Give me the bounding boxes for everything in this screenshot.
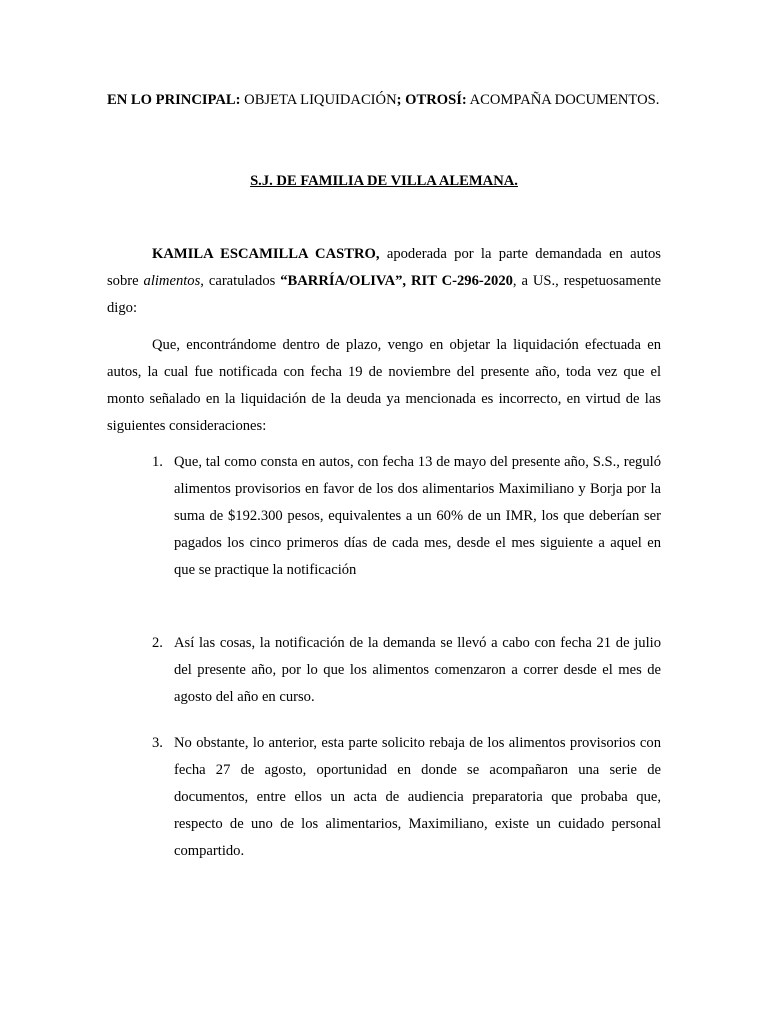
list-item-number: 2. <box>152 635 163 651</box>
otrosi-label: OTROSÍ: <box>401 92 467 108</box>
body-paragraph: Que, encontrándome dentro de plazo, vengo en objetar la liquidación efectuada en autos, la cual fue notificada con fecha 19 de noviembre del presente año, toda vez que el monto señalado en la liquidación de la deuda ya mencionada es incorrecto, en virtud de las siguientes consideraciones: <box>107 337 661 434</box>
heading-separator: ; <box>396 92 402 108</box>
considerations-list <box>107 449 661 865</box>
list-item <box>107 449 661 611</box>
attorney-name: KAMILA ESCAMILLA CASTRO, <box>152 246 380 262</box>
document-heading <box>107 87 661 114</box>
case-title: “BARRÍA/OLIVA”, RIT C-296-2020 <box>280 273 513 289</box>
intro-text-1: apoderada por la parte demandada en autos sobre <box>107 246 661 289</box>
list-item <box>107 730 661 865</box>
intro-paragraph <box>107 241 661 322</box>
list-item-text: No obstante, lo anterior, esta parte solicito rebaja de los alimentos provisorios con fecha 27 de agosto, oportunidad en donde se acompañaron una serie de documentos, entre ellos un acta de audiencia preparatoria que probaba que, respecto de uno de los alimentarios, Maximiliano, existe un cuidado personal compartido. <box>174 735 661 859</box>
otrosi-text: ACOMPAÑA DOCUMENTOS. <box>466 92 660 108</box>
principal-label: EN LO PRINCIPAL: <box>107 92 241 108</box>
court-name: S.J. DE FAMILIA DE VILLA ALEMANA. <box>250 173 518 189</box>
case-matter: alimentos <box>143 273 201 289</box>
document-page <box>107 87 661 865</box>
intro-text-3: , a US., respetuosamente digo: <box>107 273 661 316</box>
intro-text-2: , caratulados <box>200 273 281 289</box>
list-item-number: 1. <box>152 454 163 470</box>
list-item-text: Que, tal como consta en autos, con fecha 13 de mayo del presente año, S.S., reguló alimentos provisorios en favor de los dos alimentarios Maximiliano y Borja por la suma de $192.300 pesos, equivalentes a un 60% de un IMR, los que deberían ser pagados los cinco primeros días de cada mes, desde el mes siguiente a aquel en que se practique la notificación <box>174 454 661 578</box>
list-item <box>107 630 661 711</box>
principal-text: OBJETA LIQUIDACIÓN <box>240 92 397 108</box>
list-item-text: Así las cosas, la notificación de la demanda se llevó a cabo con fecha 21 de julio del presente año, por lo que los alimentos comenzaron a correr desde el mes de agosto del año en curso. <box>174 635 661 705</box>
list-item-number: 3. <box>152 735 163 751</box>
